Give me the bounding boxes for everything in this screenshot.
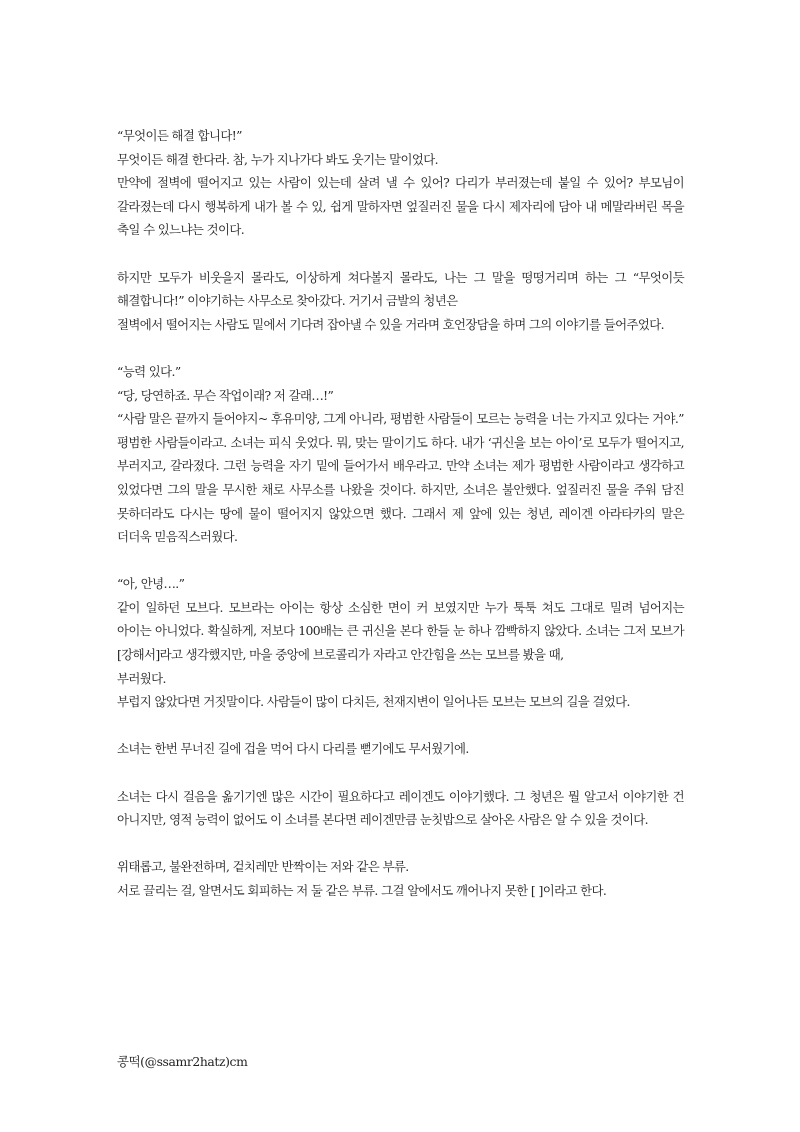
paragraph-gap <box>117 832 684 856</box>
paragraph-gap <box>117 242 684 266</box>
paragraph: 소녀는 다시 걸음을 옮기기엔 많은 시간이 필요하다고 레이겐도 이야기했다. 그 청년은 뭘 알고서 이야기한 건 아니지만, 영적 능력이 없어도 이 소녀를 본다면 레이겐만큼 눈칫밥으로 살아온 사람은 알 수 있을 것이다. <box>117 788 684 828</box>
paragraph: 만약에 절벽에 떨어지고 있는 사람이 있는데 살려 낼 수 있어? 다리가 부러졌는데 붙일 수 있어? 부모님이 갈라졌는데 다시 행복하게 내가 볼 수 있, 쉽게 말하자면 엎질러진 물을 다시 제자리에 담아 내 메말라버린 목을 축일 수 있느냐는 것이다. <box>117 175 684 238</box>
paragraph-gap <box>117 336 684 360</box>
paragraph: 소녀는 한번 무너진 길에 겁을 먹어 다시 다리를 뻗기에도 무서웠기에. <box>117 741 469 757</box>
paragraph-gap <box>117 714 684 738</box>
paragraph: 위태롭고, 불완전하며, 겉치레만 반짝이는 저와 같은 부류. <box>117 859 409 875</box>
paragraph: “당, 당연하죠. 무슨 작업이래? 저 갈래…!” <box>117 387 334 403</box>
author-credit: 콩떡(@ssamr2hatz)cm <box>117 1054 248 1069</box>
paragraph: 하지만 모두가 비웃을지 몰라도, 이상하게 쳐다볼지 몰라도, 나는 그 말을 떵떵거리며 하는 그 “무엇이듯 해결합니다!” 이야기하는 사무소로 찾아갔다. 거기서 금발의 청년은 <box>117 269 684 309</box>
paragraph-gap <box>117 549 684 573</box>
paragraph: 평범한 사람들이라고. 소녀는 피식 웃었다. 뭐, 맞는 말이기도 하다. 내가 ‘귀신을 보는 아이’로 모두가 떨어지고, 부러지고, 갈라졌다. 그런 능력을 자기 밑에 들어가서 배우라고. 만약 소녀는 제가 평범한 사람이라고 생각하고 있었다면 그의 말을 무시한 채로 사무소를 나왔을 것이다. 하지만, 소녀은 불안했다. 엎질러진 물을 주워 담진 못하더라도 다시는 땅에 물이 떨어지지 않았으면 했다. 그래서 제 앞에 있는 청년, 레이겐 아라타카의 말은 더더욱 믿음직스러웠다. <box>117 434 684 545</box>
paragraph: 같이 일하던 모브다. 모브라는 아이는 항상 소심한 면이 커 보였지만 누가 툭툭 쳐도 그대로 밀려 넘어지는 아이는 아니었다. 확실하게, 저보다 100배는 큰 귀신을 본다 한들 눈 하나 깜빡하지 않았다. 소녀는 그저 모브가 [강해서]라고 생각했지만, 마을 중앙에 브로콜리가 자라고 안간힘을 쓰는 모브를 봤을 때, <box>117 599 684 663</box>
paragraph: 무엇이든 해결 한다라. 참, 누가 지나가다 봐도 웃기는 말이었다. <box>117 151 438 167</box>
paragraph: 부럽지 않았다면 거짓말이다. 사람들이 많이 다치든, 천재지변이 일어나든 모브는 모브의 길을 걸었다. <box>117 694 630 710</box>
paragraph: “아, 안녕….” <box>117 576 185 592</box>
paragraph: 서로 끌리는 걸, 알면서도 회피하는 저 둘 같은 부류. 그걸 알에서도 깨어나지 못한 [ ]이라고 한다. <box>117 883 607 898</box>
paragraph: “능력 있다.” <box>117 363 181 379</box>
paragraph: 절벽에서 떨어지는 사람도 밑에서 기다려 잡아낼 수 있을 거라며 호언장담을 하며 그의 이야기를 들어주었다. <box>117 316 664 332</box>
document-body <box>117 124 684 903</box>
paragraph: 부러웠다. <box>117 670 166 686</box>
paragraph: “사람 말은 끝까지 들어야지~ 후유미양, 그게 아니라, 평범한 사람들이 모르는 능력을 너는 가지고 있다는 거야.” <box>117 411 684 427</box>
paragraph: “무엇이든 해결 합니다!” <box>117 128 242 143</box>
paragraph-gap <box>117 761 684 785</box>
